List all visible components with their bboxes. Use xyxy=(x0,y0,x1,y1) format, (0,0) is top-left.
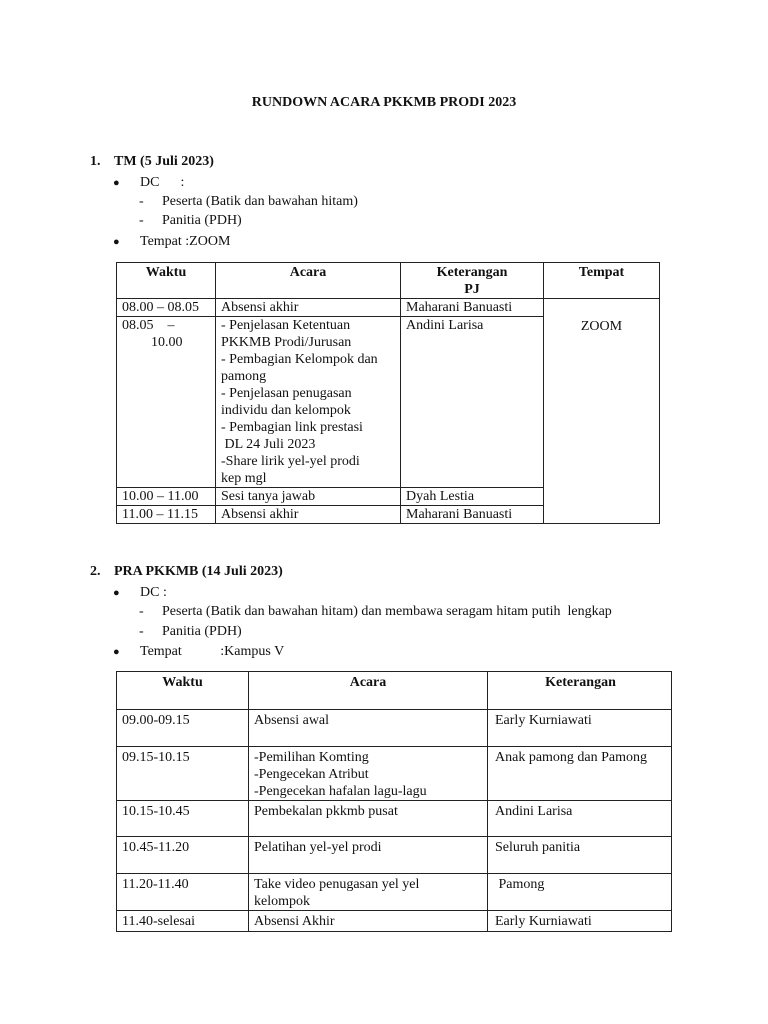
dc-bullet xyxy=(113,174,184,192)
cell-waktu xyxy=(117,317,216,488)
cell-keterangan: Dyah Lestia xyxy=(401,488,544,506)
acara-line: - Pembagian link prestasi xyxy=(221,420,363,435)
header-tempat: Tempat xyxy=(544,263,660,299)
dash-icon: - xyxy=(139,213,144,228)
section-number: 2. xyxy=(90,564,101,579)
acara-line: kelompok xyxy=(254,894,310,909)
section-title: PRA PKKMB (14 Juli 2023) xyxy=(114,564,283,579)
header-acara: Acara xyxy=(216,263,401,299)
dc-label: DC : xyxy=(140,175,185,190)
cell-keterangan: Anak pamong dan Pamong xyxy=(488,747,672,801)
header-keterangan xyxy=(401,263,544,299)
cell-keterangan: Maharani Banuasti xyxy=(401,506,544,524)
cell-keterangan: Maharani Banuasti xyxy=(401,299,544,317)
acara-line: - Pembagian Kelompok dan xyxy=(221,352,378,367)
table-row xyxy=(117,747,672,801)
dc-item xyxy=(139,623,242,640)
dc-item-text: Peserta (Batik dan bawahan hitam) xyxy=(162,194,358,209)
acara-line: DL 24 Juli 2023 xyxy=(221,437,316,452)
header-keterangan: Keterangan xyxy=(488,672,672,710)
cell-acara: Absensi Akhir xyxy=(249,911,488,932)
cell-keterangan: Andini Larisa xyxy=(488,801,672,837)
table-header-row xyxy=(117,672,672,710)
table-row xyxy=(117,874,672,911)
section-2-heading xyxy=(90,563,283,580)
schedule-table-tm xyxy=(116,262,660,524)
cell-acara xyxy=(249,874,488,911)
cell-acara: Absensi awal xyxy=(249,710,488,747)
schedule-table-pra xyxy=(116,671,672,932)
acara-line: -Pemilihan Komting xyxy=(254,750,369,765)
section-title: TM (5 Juli 2023) xyxy=(114,154,214,169)
header-keterangan-label: Keterangan xyxy=(436,265,508,280)
cell-acara: Pelatihan yel-yel prodi xyxy=(249,837,488,874)
cell-keterangan: Seluruh panitia xyxy=(488,837,672,874)
cell-waktu: 11.00 – 11.15 xyxy=(117,506,216,524)
acara-line: individu dan kelompok xyxy=(221,403,351,418)
header-waktu: Waktu xyxy=(117,263,216,299)
cell-waktu: 11.40-selesai xyxy=(117,911,249,932)
acara-line: PKKMB Prodi/Jurusan xyxy=(221,335,352,350)
bullet-icon: ● xyxy=(113,236,120,248)
cell-waktu: 09.15-10.15 xyxy=(117,747,249,801)
acara-line: -Share lirik yel-yel prodi xyxy=(221,454,360,469)
header-pj-label: PJ xyxy=(464,282,480,297)
cell-keterangan: Pamong xyxy=(488,874,672,911)
dash-icon: - xyxy=(139,194,144,209)
acara-line: -Pengecekan hafalan lagu-lagu xyxy=(254,784,427,799)
cell-waktu: 10.45-11.20 xyxy=(117,837,249,874)
dash-icon: - xyxy=(139,624,144,639)
cell-acara: Sesi tanya jawab xyxy=(216,488,401,506)
cell-waktu: 10.00 – 11.00 xyxy=(117,488,216,506)
acara-line: -Pengecekan Atribut xyxy=(254,767,369,782)
bullet-icon: ● xyxy=(113,587,120,599)
acara-line: kep mgl xyxy=(221,471,267,486)
dc-item-text: Peserta (Batik dan bawahan hitam) dan membawa seragam hitam putih lengkap xyxy=(162,604,612,619)
header-acara: Acara xyxy=(249,672,488,710)
dc-item xyxy=(139,603,612,620)
cell-acara: Absensi akhir xyxy=(216,506,401,524)
cell-acara: Pembekalan pkkmb pusat xyxy=(249,801,488,837)
document-title: RUNDOWN ACARA PKKMB PRODI 2023 xyxy=(251,95,517,110)
acara-line: pamong xyxy=(221,369,267,384)
table-header-row xyxy=(117,263,660,299)
cell-waktu-line: 10.00 xyxy=(151,335,183,350)
acara-line: - Penjelasan Ketentuan xyxy=(221,318,351,333)
tempat-bullet xyxy=(113,643,284,661)
table-row xyxy=(117,299,660,317)
dc-item xyxy=(139,212,242,229)
table-row xyxy=(117,911,672,932)
dc-item xyxy=(139,193,358,210)
bullet-icon: ● xyxy=(113,177,120,189)
tempat-bullet xyxy=(113,233,230,251)
table-row xyxy=(117,801,672,837)
cell-acara: Absensi akhir xyxy=(216,299,401,317)
cell-waktu: 08.00 – 08.05 xyxy=(117,299,216,317)
table-row xyxy=(117,837,672,874)
cell-acara xyxy=(249,747,488,801)
bullet-icon: ● xyxy=(113,646,120,658)
section-1-heading xyxy=(90,153,214,170)
dc-item-text: Panitia (PDH) xyxy=(162,624,242,639)
dc-label: DC : xyxy=(140,585,167,600)
cell-tempat: ZOOM xyxy=(544,299,660,524)
dash-icon: - xyxy=(139,604,144,619)
cell-keterangan: Early Kurniawati xyxy=(488,911,672,932)
tempat-label: Tempat :ZOOM xyxy=(140,234,231,249)
cell-waktu: 09.00-09.15 xyxy=(117,710,249,747)
cell-acara xyxy=(216,317,401,488)
acara-line: Take video penugasan yel yel xyxy=(254,877,420,892)
dc-bullet xyxy=(113,584,167,602)
table-row xyxy=(117,710,672,747)
cell-waktu: 11.20-11.40 xyxy=(117,874,249,911)
section-number: 1. xyxy=(90,154,101,169)
tempat-label: Tempat :Kampus V xyxy=(140,644,285,659)
dc-item-text: Panitia (PDH) xyxy=(162,213,242,228)
cell-waktu-line: 08.05 – xyxy=(122,318,175,333)
cell-keterangan: Early Kurniawati xyxy=(488,710,672,747)
cell-waktu: 10.15-10.45 xyxy=(117,801,249,837)
acara-line: - Penjelasan penugasan xyxy=(221,386,352,401)
header-waktu: Waktu xyxy=(117,672,249,710)
cell-keterangan: Andini Larisa xyxy=(401,317,544,488)
